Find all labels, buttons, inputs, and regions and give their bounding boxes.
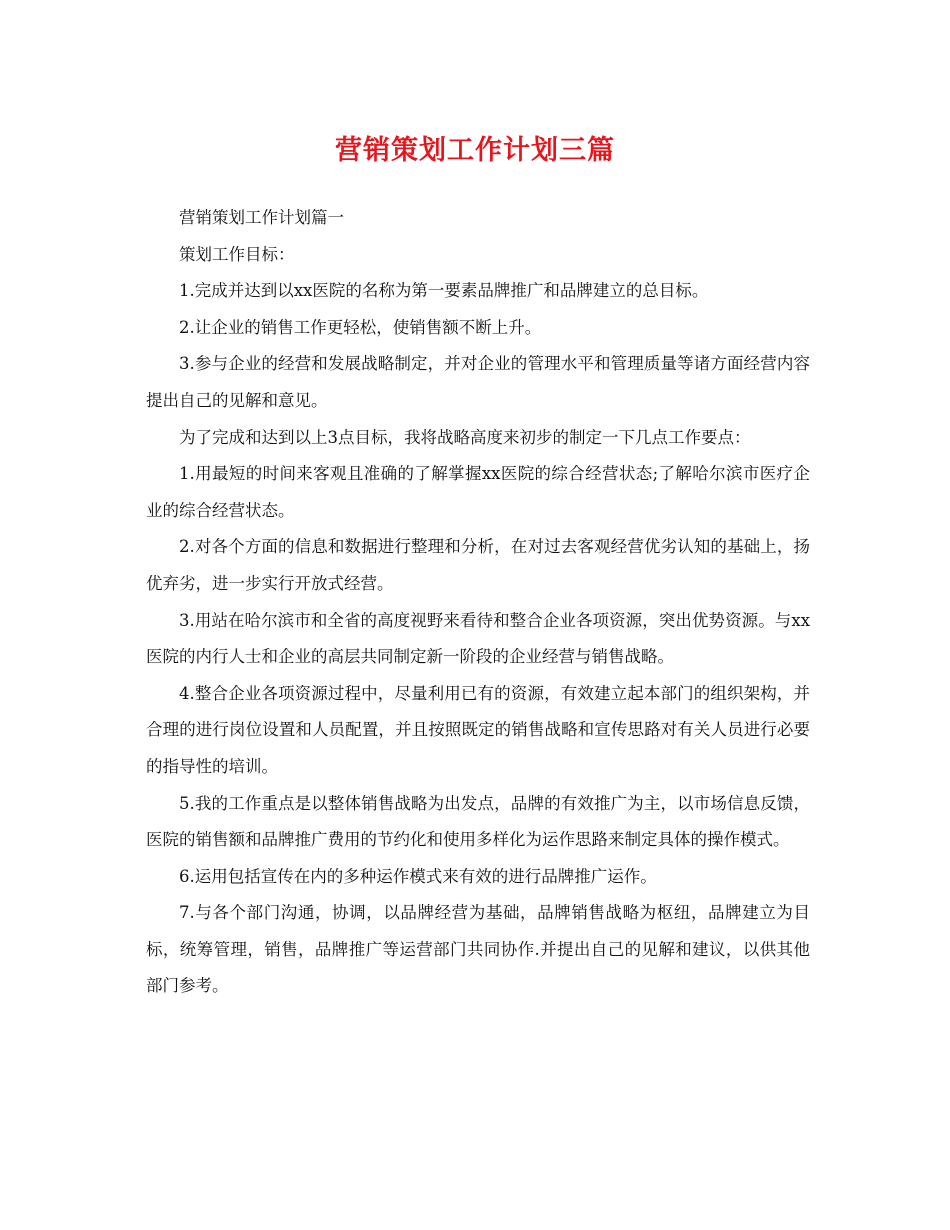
work-point-1: 1.用最短的时间来客观且准确的了解掌握xx医院的综合经营状态;了解哈尔滨市医疗企业的综合经营状态。 [146,464,810,520]
work-point-3: 3.用站在哈尔滨市和全省的高度视野来看待和整合企业各项资源，突出优势资源。与xx医院的内行人士和企业的高层共同制定新一阶段的企业经营与销售战略。 [146,610,810,667]
section-heading: 营销策划工作计划篇一 [179,208,344,227]
work-point-4: 4.整合企业各项资源过程中，尽量利用已有的资源，有效建立起本部门的组织架构，并合理的进行岗位设置和人员配置，并且按照既定的销售战略和宣传思路对有关人员进行必要的指导性的培训。 [146,683,810,776]
work-point-2: 2.对各个方面的信息和数据进行整理和分析，在对过去客观经营优劣认知的基础上，扬优弃劣，进一步实行开放式经营。 [146,537,810,593]
work-point-6: 6.运用包括宣传在内的多种运作模式来有效的进行品牌推广运作。 [179,866,657,886]
work-point-7: 7.与各个部门沟通，协调，以品牌经营为基础，品牌销售战略为枢纽，品牌建立为目标，统筹管理，销售，品牌推广等运营部门共同协作.并提出自己的见解和建议，以供其他部门参考。 [146,903,810,996]
goal-item-3: 3.参与企业的经营和发展战略制定，并对企业的管理水平和管理质量等诸方面经营内容提出自己的见解和意见。 [146,354,810,410]
document-body [146,200,810,1005]
work-point-5: 5.我的工作重点是以整体销售战略为出发点，品牌的有效推广为主，以市场信息反馈，医院的销售额和品牌推广费用的节约化和使用多样化为运作思路来制定具体的操作模式。 [146,793,810,850]
goals-heading: 策划工作目标： [179,244,295,264]
work-points-intro: 为了完成和达到以上3点目标，我将战略高度来初步的制定一下几点工作要点： [179,427,751,447]
goal-item-2: 2.让企业的销售工作更轻松，使销售额不断上升。 [179,317,542,337]
document-title: 营销策划工作计划三篇 [335,135,615,166]
goal-item-1: 1.完成并达到以xx医院的名称为第一要素品牌推广和品牌建立的总目标。 [179,281,709,301]
